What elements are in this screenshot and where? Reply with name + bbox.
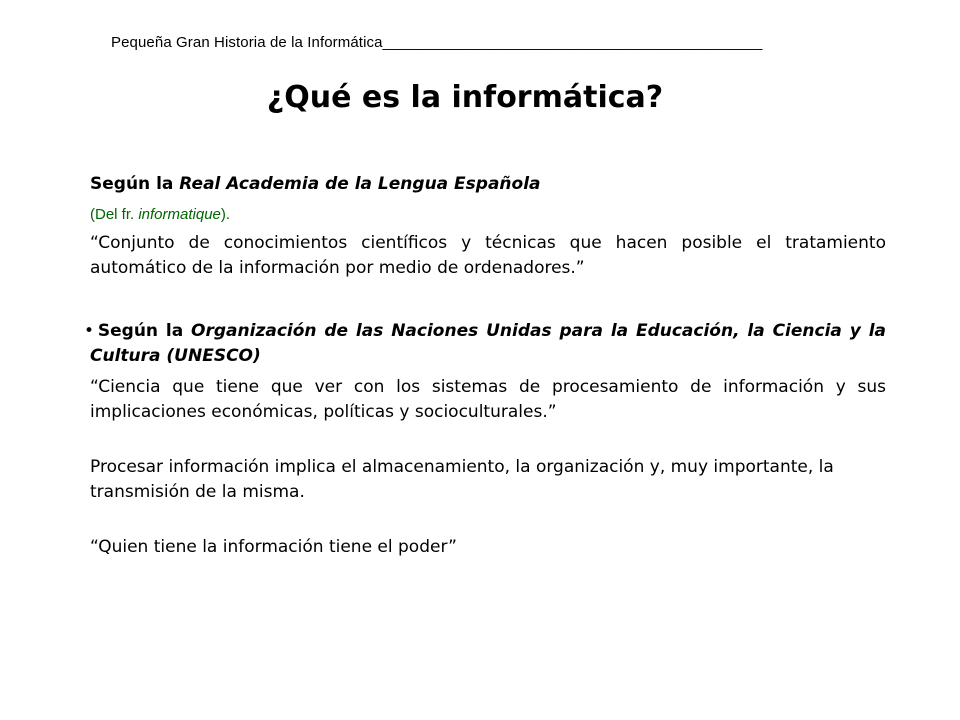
page-title: ¿Qué es la informática?	[266, 80, 664, 115]
power-quote: “Quien tiene la información tiene el poder”	[90, 537, 457, 557]
etymology-close: ).	[220, 206, 231, 223]
slide-content	[84, 172, 886, 560]
page-header: Pequeña Gran Historia de la Informática_____________________________________________	[111, 34, 763, 51]
bullet-icon: •	[84, 321, 95, 341]
etymology-word: informatique	[138, 206, 221, 223]
rae-heading	[90, 172, 886, 197]
unesco-heading	[84, 319, 886, 369]
etymology-open: (Del fr.	[90, 206, 139, 223]
rae-definition: “Conjunto de conocimientos científicos y técnicas que hacen posible el tratamiento automático de la información por medio de ordenadores.”	[90, 233, 886, 278]
unesco-name: Organización de las Naciones Unidas para la Educación, la Ciencia y la Cultura (UNESCO)	[90, 321, 886, 366]
rae-prefix: Según la	[90, 174, 180, 194]
rae-name: Real Academia de la Lengua Española	[179, 174, 541, 194]
rae-etymology	[90, 205, 886, 225]
unesco-prefix: Según la	[97, 321, 192, 341]
processing-note: Procesar información implica el almacenamiento, la organización y, muy importante, la transmisión de la misma.	[90, 457, 834, 502]
unesco-definition: “Ciencia que tiene que ver con los sistemas de procesamiento de información y sus implicaciones económicas, políticas y socioculturales.”	[90, 377, 886, 422]
